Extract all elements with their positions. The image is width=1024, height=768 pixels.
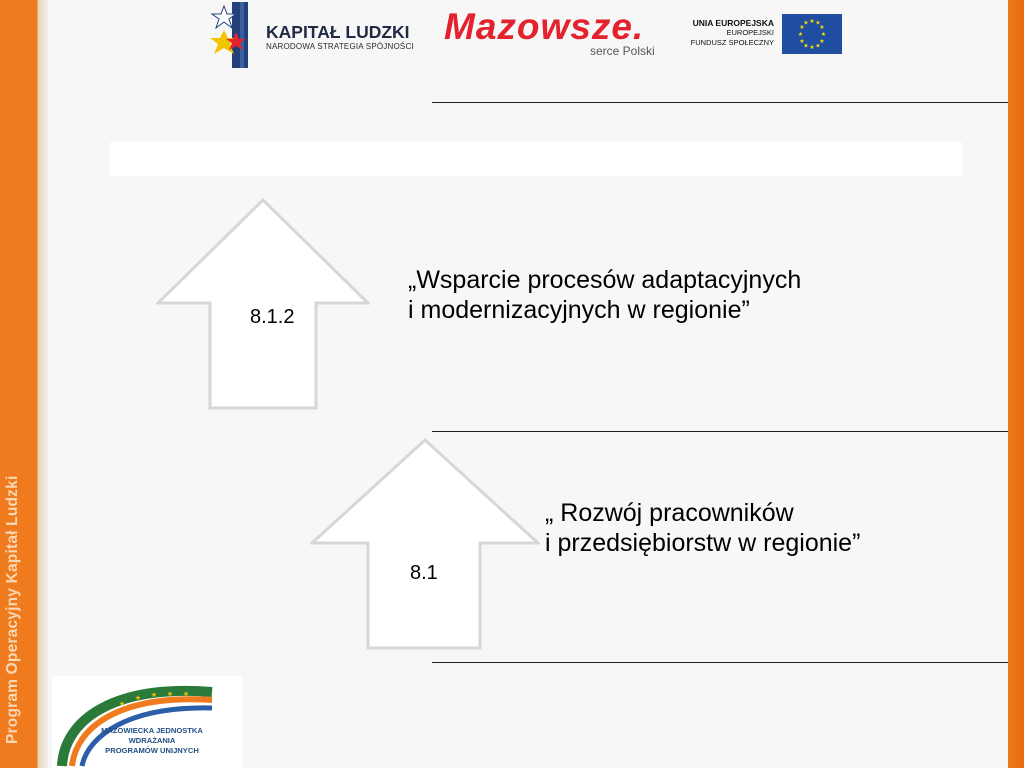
- upper-description-line-1: „Wsparcie procesów adaptacyjnych: [408, 266, 802, 294]
- mjwpu-logo: [52, 676, 242, 768]
- svg-text:★: ★: [166, 690, 174, 698]
- eu-flag-icon: [782, 14, 842, 54]
- svg-text:★: ★: [182, 690, 190, 698]
- sidebar-program-label: Program Operacyjny Kapitał Ludzki: [4, 475, 21, 744]
- title-placeholder-band: [110, 142, 962, 176]
- eu-line-3: FUNDUSZ SPOŁECZNY: [690, 38, 774, 47]
- svg-text:★: ★: [134, 694, 142, 702]
- mazowsze-wordmark: Mazowsze.: [444, 6, 645, 47]
- svg-text:★: ★: [820, 31, 827, 38]
- svg-text:★: ★: [819, 24, 825, 31]
- kapital-ludzki-subtitle: NARODOWA STRATEGIA SPÓJNOŚCI: [266, 42, 414, 51]
- lower-description-line-1: „ Rozwój pracowników: [545, 499, 794, 527]
- eu-line-2: EUROPEJSKI: [726, 28, 774, 37]
- svg-text:★: ★: [809, 18, 815, 25]
- lower-description-line-2: i przedsiębiorstw w regionie”: [545, 529, 861, 557]
- svg-text:★: ★: [797, 31, 804, 38]
- upper-arrow-shape: [156, 198, 370, 411]
- mjwpu-line-2: WDRAŻANIA: [128, 736, 176, 745]
- divider-bottom: [432, 662, 1008, 663]
- svg-text:★: ★: [150, 691, 158, 699]
- kapital-ludzki-flag-icon: [210, 2, 258, 68]
- divider-top: [432, 102, 1008, 103]
- left-sidebar-bar: [0, 0, 48, 768]
- upper-arrow-code: 8.1.2: [250, 306, 295, 328]
- svg-text:★: ★: [803, 19, 809, 27]
- eu-text: [688, 18, 774, 48]
- mjwpu-text: [92, 726, 212, 756]
- svg-text:★: ★: [803, 42, 809, 50]
- svg-text:★: ★: [819, 38, 825, 45]
- mazowsze-logo: [444, 6, 664, 62]
- kapital-ludzki-logo: [210, 2, 430, 68]
- eu-line-1: UNIA EUROPEJSKA: [692, 18, 774, 28]
- lower-arrow-code: 8.1: [410, 562, 438, 584]
- mazowsze-tagline: serce Polski: [590, 44, 655, 58]
- lower-description: [545, 498, 860, 558]
- svg-text:★: ★: [815, 19, 821, 27]
- lower-arrow-shape: [310, 438, 540, 651]
- divider-middle: [432, 431, 1008, 432]
- svg-text:★: ★: [809, 44, 815, 51]
- right-sidebar-bar: [1008, 0, 1024, 768]
- svg-text:★: ★: [799, 38, 805, 45]
- svg-text:★: ★: [799, 24, 805, 31]
- upper-description: [408, 265, 801, 325]
- mjwpu-line-1: MAZOWIECKA JEDNOSTKA: [101, 726, 203, 735]
- svg-text:★: ★: [815, 42, 821, 50]
- svg-text:★: ★: [118, 700, 126, 708]
- mjwpu-line-3: PROGRAMÓW UNIJNYCH: [105, 746, 199, 755]
- kapital-ludzki-title: KAPITAŁ LUDZKI: [266, 22, 410, 42]
- upper-description-line-2: i modernizacyjnych w regionie”: [408, 296, 750, 324]
